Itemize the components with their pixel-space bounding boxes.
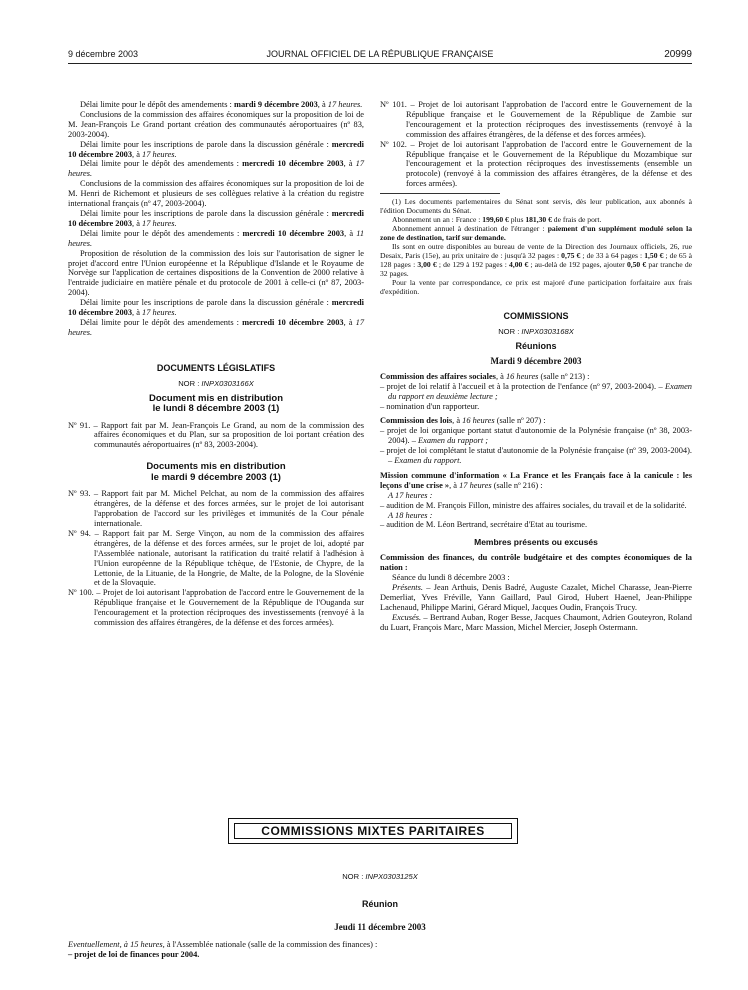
footnote-divider <box>380 193 500 194</box>
nor-reference: NOR : INPX0303125X <box>342 872 418 881</box>
header-date: 9 décembre 2003 <box>68 49 139 59</box>
commission-heading: Commission des lois, à 16 heures (salle nº 207) : <box>380 416 546 426</box>
right-column <box>380 100 692 633</box>
distribution-heading: Document mis en distribution le lundi 8 décembre 2003 (1) <box>148 392 284 415</box>
subsection-title-membres: Membres présents ou excusés <box>474 537 598 548</box>
agenda-item: – nomination d'un rapporteur. <box>380 401 480 411</box>
header-page-number: 20999 <box>664 49 692 60</box>
paragraph: Proposition de résolution de la commission des lois sur l'autorisation de signer le projet d'accord entre l'Union européenne et la République d'Islande et le Royaume de Norvège sur l'application de certaines dispositions de la Convention de 2000 relative à l'entraide judiciaire en matière pénale et du protocole de 2001 à celle-ci (nº 87, 2003-2004). <box>68 248 364 298</box>
document-entry: Nº 100. – Projet de loi autorisant l'approbation de l'accord entre le Gouvernement de la République française et le Gouvernement de la République de l'Ouganda sur l'encouragement et la protection réciproques des investissements (renvoyé à la commission des affaires étrangères, de la défense et des forces armées). <box>68 588 364 628</box>
paragraph: Délai limite pour les inscriptions de parole dans la discussion générale : mercredi 10 décembre 2003, à 17 heures. <box>68 298 364 318</box>
section-title-commissions: COMMISSIONS <box>503 311 569 322</box>
agenda-subheading: A 18 heures : <box>388 510 433 520</box>
cmp-reunion-title: Réunion <box>362 899 398 909</box>
agenda-item: – projet de loi complétant le statut d'autonomie de la Polynésie française (nº 39, 2003-2004). – Examen du rapport. <box>380 446 692 466</box>
agenda-item: – projet de loi organique portant statut d'autonomie de la Polynésie française (nº 38, 2003-2004). – Examen du rapport ; <box>380 426 692 446</box>
attendance-present: Présents. – Jean Arthuis, Denis Badré, Auguste Cazalet, Michel Charasse, Jean-Pierre Demerliat, Yves Fréville, Yann Gaillard, Paul Girod, Hubert Haenel, Jean-Philippe Lachenaud, Philippe Marini, Gérard Miquel, Jacques Oudin, François Trucy. <box>380 583 692 612</box>
session-line: Séance du lundi 8 décembre 2003 : <box>392 573 510 583</box>
document-entry: Nº 91. – Rapport fait par M. Jean-François Le Grand, au nom de la commission des affaires économiques et du Plan, sur sa proposition de loi portant création des communautés aéroportuaires (nº 83, 2003-2004). <box>68 420 364 450</box>
footnote: Ils sont en outre disponibles au bureau de vente de la Direction des Journaux officiels, 26, rue Desaix, Paris (15e), au prix unitaire de : jusqu'à 32 pages : 0,75 € ; de 33 à 64 pages : 1,50 € ; de 65 à 128 pages : 3,00 € ; de 129 à 192 pages : 4,00 € ; au-delà de 192 pages, ajouter 0,50 € par tranche de 32 pages. <box>380 242 693 279</box>
cmp-date: Jeudi 11 décembre 2003 <box>334 922 426 932</box>
nor-reference: NOR : INPX0303168X <box>498 327 574 337</box>
document-entry: Nº 102. – Projet de loi autorisant l'approbation de l'accord entre le Gouvernement de la République française et le Gouvernement de la République du Mozambique sur l'encouragement et la protection réciproques des investissements (ensemble un protocole) (renvoyé à la commission des affaires étrangères, de la défense et des forces armées). <box>380 139 692 189</box>
page-header <box>68 49 692 64</box>
subsection-title-reunions: Réunions <box>515 340 557 351</box>
commission-heading: Commission des affaires sociales, à 16 heures (salle nº 213) : <box>380 371 590 381</box>
cmp-agenda <box>68 940 692 960</box>
document-entry: Nº 101. – Projet de loi autorisant l'approbation de l'accord entre le Gouvernement de la République française et le Gouvernement de la République de Zambie sur l'encouragement et la protection réciproques des investissements (renvoyé à la commission des affaires étrangères, de la défense et des forces armées). <box>380 100 692 139</box>
commission-heading: Commission des finances, du contrôle budgétaire et des comptes économiques de la nation : <box>380 553 692 573</box>
header-journal-title: JOURNAL OFFICIEL DE LA RÉPUBLIQUE FRANÇAISE <box>266 49 494 59</box>
left-column <box>68 100 364 628</box>
section-title-documents: DOCUMENTS LÉGISLATIFS <box>156 362 276 373</box>
paragraph: Délai limite pour le dépôt des amendements : mercredi 10 décembre 2003, à 11 heures. <box>68 228 365 248</box>
footnote: Abonnement un an : France : 199,60 € plus 181,30 € de frais de port. <box>392 215 602 225</box>
footnotes <box>380 197 692 296</box>
commission-heading: Mission commune d'information « La France et les Français face à la canicule : les leçons d'une crise », à 17 heures (salle nº 216) : <box>380 470 692 490</box>
paragraph: Délai limite pour les inscriptions de parole dans la discussion générale : mercredi 10 décembre 2003, à 17 heures. <box>68 139 364 159</box>
cmp-line: – projet de loi de finances pour 2004. <box>68 950 200 959</box>
footnote: (1) Les documents parlementaires du Sénat sont servis, dès leur publication, aux abonnés à l'édition Documents du Sénat. <box>380 197 692 216</box>
distribution-heading: Documents mis en distribution le mardi 9 décembre 2003 (1) <box>146 461 286 483</box>
paragraph: Délai limite pour le dépôt des amendements : mercredi 10 décembre 2003, à 17 heures. <box>68 317 365 337</box>
cmp-line: Eventuellement, à 15 heures, à l'Assemblée nationale (salle de la commission des finances) : <box>68 940 378 949</box>
footnote: Abonnement annuel à destination de l'étranger : paiement d'un supplément modulé selon la zone de destination, tarif sur demande. <box>380 224 693 243</box>
agenda-item: – audition de M. François Fillon, ministre des affaires sociales, du travail et de la solidarité. <box>380 500 687 510</box>
attendance-excused: Excusés. – Bertrand Auban, Roger Besse, Jacques Chaumont, Adrien Gouteyron, Roland du Luart, François Marc, Marc Massion, Michel Mercier, Joseph Ostermann. <box>380 612 692 632</box>
document-entry: Nº 93. – Rapport fait par M. Michel Pelchat, au nom de la commission des affaires étrangères, de la défense et des forces armées, sur le projet de loi autorisant l'approbation de l'accord sur les privilèges et immunités de la Cour pénale internationale. <box>68 489 364 528</box>
document-entry: Nº 94. – Rapport fait par M. Serge Vinçon, au nom de la commission des affaires étrangères, de la défense et des forces armées, sur le projet de loi, adopté par l'Assemblée nationale, autorisant la ratification du traité relatif à l'adhésion à l'Union européenne de la République tchèque, de l'Estonie, de Chypre, de la Lettonie, de la Lituanie, de la Hongrie, de Malte, de la Pologne, de la Slovénie et de la Slovaquie. <box>68 528 364 588</box>
paragraph: Délai limite pour le dépôt des amendements : mercredi 10 décembre 2003, à 17 heures. <box>68 159 365 179</box>
paragraph: Conclusions de la commission des affaires économiques sur la proposition de loi de M. Henri de Richemont et plusieurs de ses collègues relative à la création du registre international français (nº 47, 2003-2004). <box>68 179 364 209</box>
agenda-item: – projet de loi relatif à l'accueil et à la protection de l'enfance (nº 97, 2003-2004). – Examen du rapport en deuxième lecture ; <box>380 381 692 401</box>
agenda-item: – audition de M. Léon Bertrand, secrétaire d'Etat au tourisme. <box>380 520 588 530</box>
footnote: Pour la vente par correspondance, ce prix est majoré d'une participation forfaitaire aux frais d'expédition. <box>380 278 692 297</box>
paragraph: Délai limite pour les inscriptions de parole dans la discussion générale : mercredi 10 décembre 2003, à 17 heures. <box>68 208 364 228</box>
agenda-subheading: A 17 heures : <box>388 490 433 500</box>
paragraph: Conclusions de la commission des affaires économiques sur la proposition de loi de M. Jean-François Le Grand portant création des communautés aéroportuaires (nº 83, 2003-2004). <box>68 109 364 139</box>
nor-reference: NOR : INPX0303166X <box>178 378 254 388</box>
paragraph: Délai limite pour le dépôt des amendements : mardi 9 décembre 2003, à 17 heures. <box>80 100 363 109</box>
section-box-cmp <box>228 818 518 844</box>
meeting-date: Mardi 9 décembre 2003 <box>490 355 582 366</box>
section-title-cmp: COMMISSIONS MIXTES PARITAIRES <box>234 823 512 839</box>
